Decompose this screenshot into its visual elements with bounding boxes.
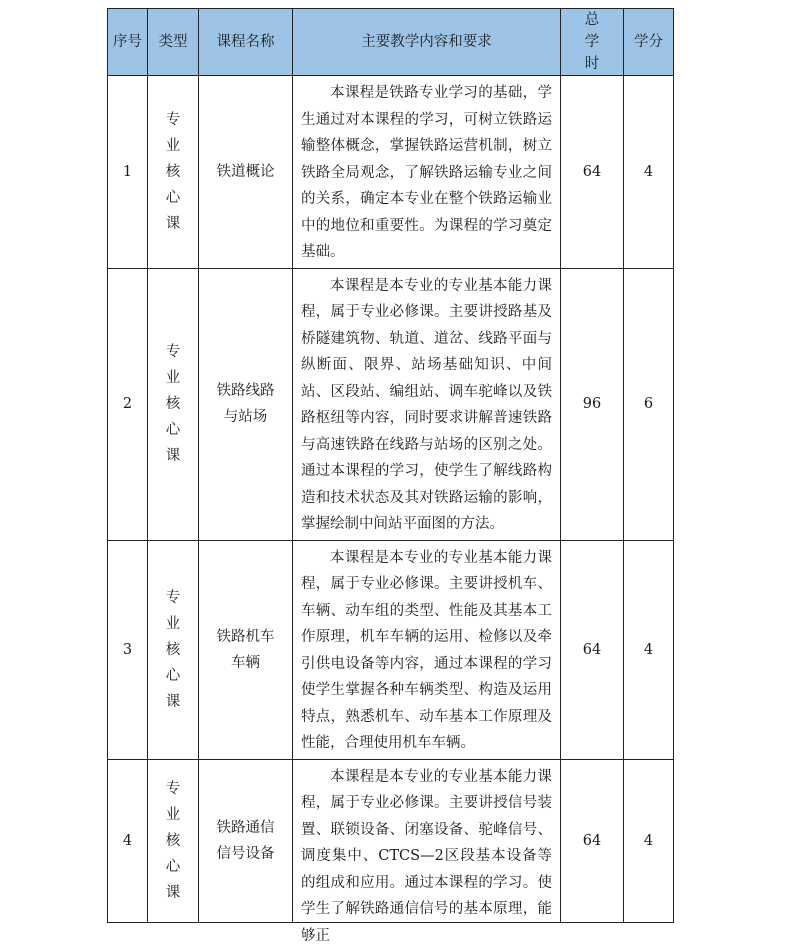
row-type-text: 专业核心课 — [165, 111, 181, 232]
row-course-name — [199, 268, 293, 540]
header-type: 类型 — [148, 9, 199, 76]
row-type — [148, 76, 199, 269]
row-course-name — [199, 540, 293, 759]
table-row — [108, 268, 674, 540]
row-type — [148, 540, 199, 759]
row-course-name-text: 铁路线路与站场 — [216, 383, 275, 425]
row-index: 4 — [108, 759, 148, 922]
row-course-name: 铁道概论 — [199, 76, 293, 269]
row-course-name-text: 铁路通信信号设备 — [216, 819, 275, 862]
table-row — [108, 540, 674, 759]
row-type-text: 专业核心课 — [165, 344, 181, 464]
row-hours: 64 — [561, 759, 624, 922]
row-type-text: 专业核心课 — [165, 780, 181, 901]
row-course-name-text: 铁路机车车辆 — [216, 628, 275, 671]
row-content: 本课程是本专业的专业基本能力课程，属于专业必修课。主要讲授路基及桥隧建筑物、轨道、道岔、线路平面与纵断面、限界、站场基础知识、中间站、区段站、编组站、调车驼峰以及铁路枢纽等内容，同时要求讲解普速铁路与高速铁路在线路与站场的区别之处。通过本课程的学习，使学生了解线路构造和技术状态及其对铁路运输的影响，掌握绘制中间站平面图的方法。 — [293, 268, 561, 540]
header-index — [108, 9, 148, 76]
row-type — [148, 268, 199, 540]
row-course-name — [199, 759, 293, 922]
row-credits: 4 — [624, 76, 674, 269]
header-name: 课程名称 — [199, 9, 293, 76]
course-table — [107, 8, 674, 944]
header-content: 主要教学内容和要求 — [293, 9, 561, 76]
row-credits: 6 — [624, 268, 674, 540]
header-credits: 学分 — [624, 9, 674, 76]
row-hours: 64 — [561, 76, 624, 269]
row-content — [293, 759, 561, 944]
header-hours-text: 总学时 — [584, 12, 600, 72]
table-row — [108, 759, 674, 922]
row-content: 本课程是铁路专业学习的基础，学生通过对本课程的学习，可树立铁路运输整体概念，掌握铁路运营机制，树立铁路全局观念，了解铁路运输专业之间的关系，确定本专业在整个铁路运输业中的地位和重要性。为课程的学习奠定基础。 — [293, 76, 561, 269]
row-credits: 4 — [624, 540, 674, 759]
row-credits: 4 — [624, 759, 674, 922]
row-index: 1 — [108, 76, 148, 269]
table-row — [108, 76, 674, 269]
row-hours: 96 — [561, 268, 624, 540]
table-header-row — [108, 9, 674, 76]
row-hours: 64 — [561, 540, 624, 759]
row-type-text: 专业核心课 — [165, 589, 181, 710]
row-type — [148, 759, 199, 922]
row-content: 本课程是本专业的专业基本能力课程，属于专业必修课。主要讲授机车、车辆、动车组的类型、性能及其基本工作原理，机车车辆的运用、检修以及牵引供电设备等内容，通过本课程的学习使学生掌握各种车辆类型、构造及运用特点，熟悉机车、动车基本工作原理及性能，合理使用机车车辆。 — [293, 540, 561, 759]
row-index: 3 — [108, 540, 148, 759]
row-index: 2 — [108, 268, 148, 540]
row-content-text: 本课程是本专业的专业基本能力课程，属于专业必修课。主要讲授信号装置、联锁设备、闭塞设备、驼峰信号、调度集中、CTCS—2区段基本设备等的组成和应用。通过本课程的学习。使学生了解铁路通信信号的基本原理，能够正 — [301, 768, 552, 944]
header-hours — [561, 9, 624, 76]
header-index-text: 序号 — [113, 34, 142, 50]
